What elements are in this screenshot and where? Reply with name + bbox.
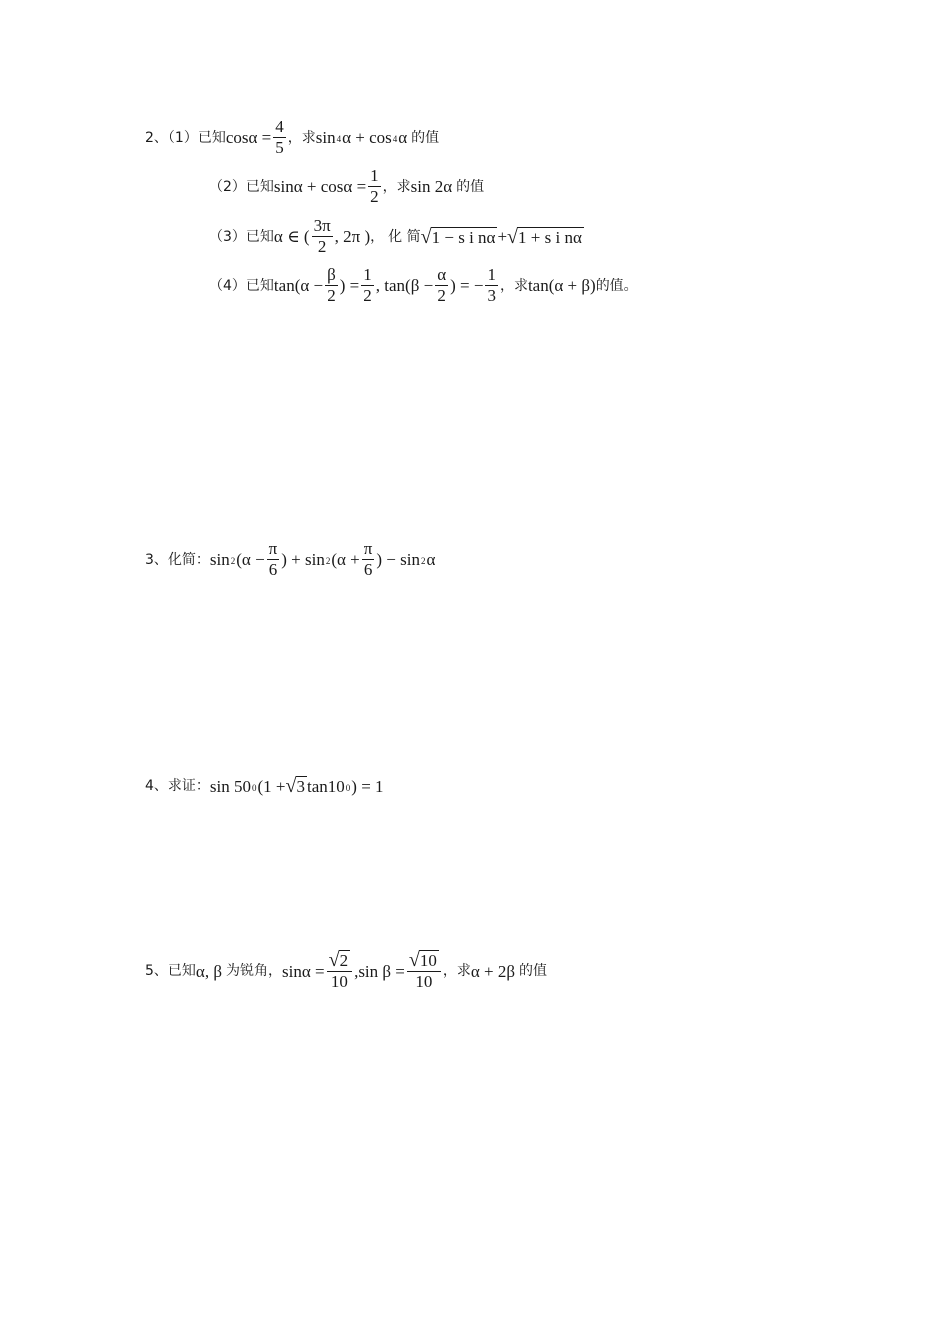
plus-sign: + [497, 227, 508, 246]
radicand: 1 − s i nα [431, 227, 496, 247]
radical-sign-icon: √ [507, 225, 519, 248]
ask-word: 求 [301, 129, 316, 146]
interval-close: , 2π ) [334, 227, 371, 246]
fraction-numerator: 1 [370, 166, 379, 185]
degree-mark: 0 [345, 782, 351, 793]
square-root [409, 950, 439, 970]
expression-2: ) = [339, 276, 360, 295]
ask-word: 求 [396, 178, 411, 195]
expression-1: tan(α − [273, 276, 324, 295]
expression-3: , tan(β − [375, 276, 434, 295]
comma: ， [382, 178, 397, 195]
fraction-denominator: 2 [370, 187, 379, 206]
expression-2: sinα = [281, 961, 325, 981]
exponent: 2 [325, 556, 331, 566]
exponent: 2 [420, 556, 426, 566]
fraction-denominator: 2 [327, 286, 336, 305]
fraction-1-2 [368, 166, 381, 207]
tail-text: 的值 [519, 963, 548, 979]
radicand: 10 [419, 951, 437, 970]
fraction-4-5 [273, 117, 286, 158]
fraction-denominator: 5 [275, 138, 284, 157]
expression-4: ) = − [450, 276, 484, 295]
fraction-alpha-2 [435, 265, 448, 306]
comma: ， [499, 277, 514, 294]
fraction-numerator [407, 950, 441, 971]
problem-5 [145, 950, 547, 992]
problem-3-label: 3、化简： [145, 551, 210, 568]
tail-text: 的值。 [595, 277, 638, 294]
radicand: 2 [339, 951, 349, 970]
degree-mark: 0 [252, 782, 257, 793]
radicand: 3 [296, 777, 305, 796]
radicand: 1 + s i nα [518, 227, 582, 247]
problem-4-label: 4、求证： [145, 778, 210, 794]
radical-sign-icon: √ [285, 775, 297, 797]
square-root [329, 950, 350, 970]
square-root [507, 227, 584, 247]
expression-2: (α − [236, 550, 265, 569]
fraction-denominator: 6 [363, 560, 373, 579]
exponent: 4 [392, 134, 398, 144]
square-root [286, 776, 307, 796]
expression-1: sin [209, 550, 230, 569]
target-expression: sin 2α [410, 177, 453, 196]
square-root [421, 227, 498, 247]
expression-3: ) + sin [281, 550, 325, 569]
acute-text: 为锐角， [225, 963, 282, 979]
expression-6: α [426, 550, 436, 569]
fraction-sqrt2-10 [327, 950, 352, 992]
problem-2-label: 2、（1）已知 [145, 129, 226, 146]
fraction-numerator: 1 [363, 265, 372, 284]
expression-end: α [398, 128, 408, 147]
ask-word: 求 [513, 277, 528, 294]
fraction-denominator: 10 [415, 972, 433, 991]
problem-2-part-1 [145, 117, 439, 158]
problem-2-part-4 [209, 265, 638, 306]
fraction-beta-2 [325, 265, 338, 306]
expression-2: (1 + [257, 776, 286, 796]
radical-sign-icon: √ [408, 949, 420, 971]
fraction-1-3 [485, 265, 498, 306]
angles: α, β [195, 961, 222, 981]
comma: ， [287, 129, 302, 146]
fraction-numerator: 4 [275, 117, 284, 136]
exponent: 2 [230, 556, 236, 566]
fraction-pi-6 [267, 539, 280, 580]
interval-open: α ∈ ( [273, 227, 310, 246]
fraction-denominator: 6 [268, 560, 278, 579]
problem-4 [145, 776, 384, 796]
fraction-numerator: π [363, 539, 373, 558]
radical-sign-icon: √ [328, 949, 340, 971]
fraction-1-2 [361, 265, 374, 306]
fraction-denominator: 2 [437, 286, 446, 305]
fraction-3pi-2 [312, 216, 333, 257]
fraction-denominator: 3 [487, 286, 496, 305]
fraction-denominator: 10 [330, 972, 348, 991]
equation-lhs: sinα + cosα = [273, 177, 367, 196]
comma: ， [370, 228, 385, 245]
fraction-numerator [327, 950, 352, 971]
fraction-pi-6 [362, 539, 375, 580]
problem-3 [145, 539, 435, 580]
tail-text: 的值 [456, 178, 485, 195]
fraction-numerator: 1 [487, 265, 496, 284]
radical-sign-icon: √ [420, 225, 432, 248]
fraction-numerator: 3π [313, 216, 331, 235]
exponent: 4 [336, 134, 342, 144]
ask-word: 化 简 [388, 228, 421, 245]
expression-4: ) = 1 [351, 776, 384, 796]
ask-word: 求 [456, 963, 471, 979]
fraction-numerator: β [327, 265, 336, 284]
expression-5: ) − sin [376, 550, 420, 569]
expression-middle: α + cos [342, 128, 392, 147]
part-label: （3）已知 [209, 228, 274, 245]
expression-4: (α + [331, 550, 360, 569]
fraction-denominator: 2 [363, 286, 372, 305]
sin-term: sin [315, 128, 336, 147]
expression-1: sin 50 [209, 776, 252, 796]
problem-5-label: 5、已知 [145, 963, 196, 979]
fraction-numerator: α [437, 265, 447, 284]
fraction-denominator: 2 [317, 237, 327, 256]
fraction-numerator: π [268, 539, 278, 558]
problem-2-part-3 [209, 216, 584, 257]
part-label: （4）已知 [209, 277, 274, 294]
target-expression: tan(α + β) [527, 276, 596, 295]
target-expression: α + 2β [470, 961, 516, 981]
expression-3: ,sin β = [354, 961, 405, 981]
part-label: （2）已知 [209, 178, 274, 195]
tail-text: 的值 [411, 129, 440, 146]
fraction-sqrt10-10 [407, 950, 441, 992]
expression-3: tan10 [307, 776, 345, 796]
comma: ， [442, 963, 457, 979]
problem-2-part-2 [209, 166, 484, 207]
cos-alpha-equals: cosα = [225, 128, 272, 147]
